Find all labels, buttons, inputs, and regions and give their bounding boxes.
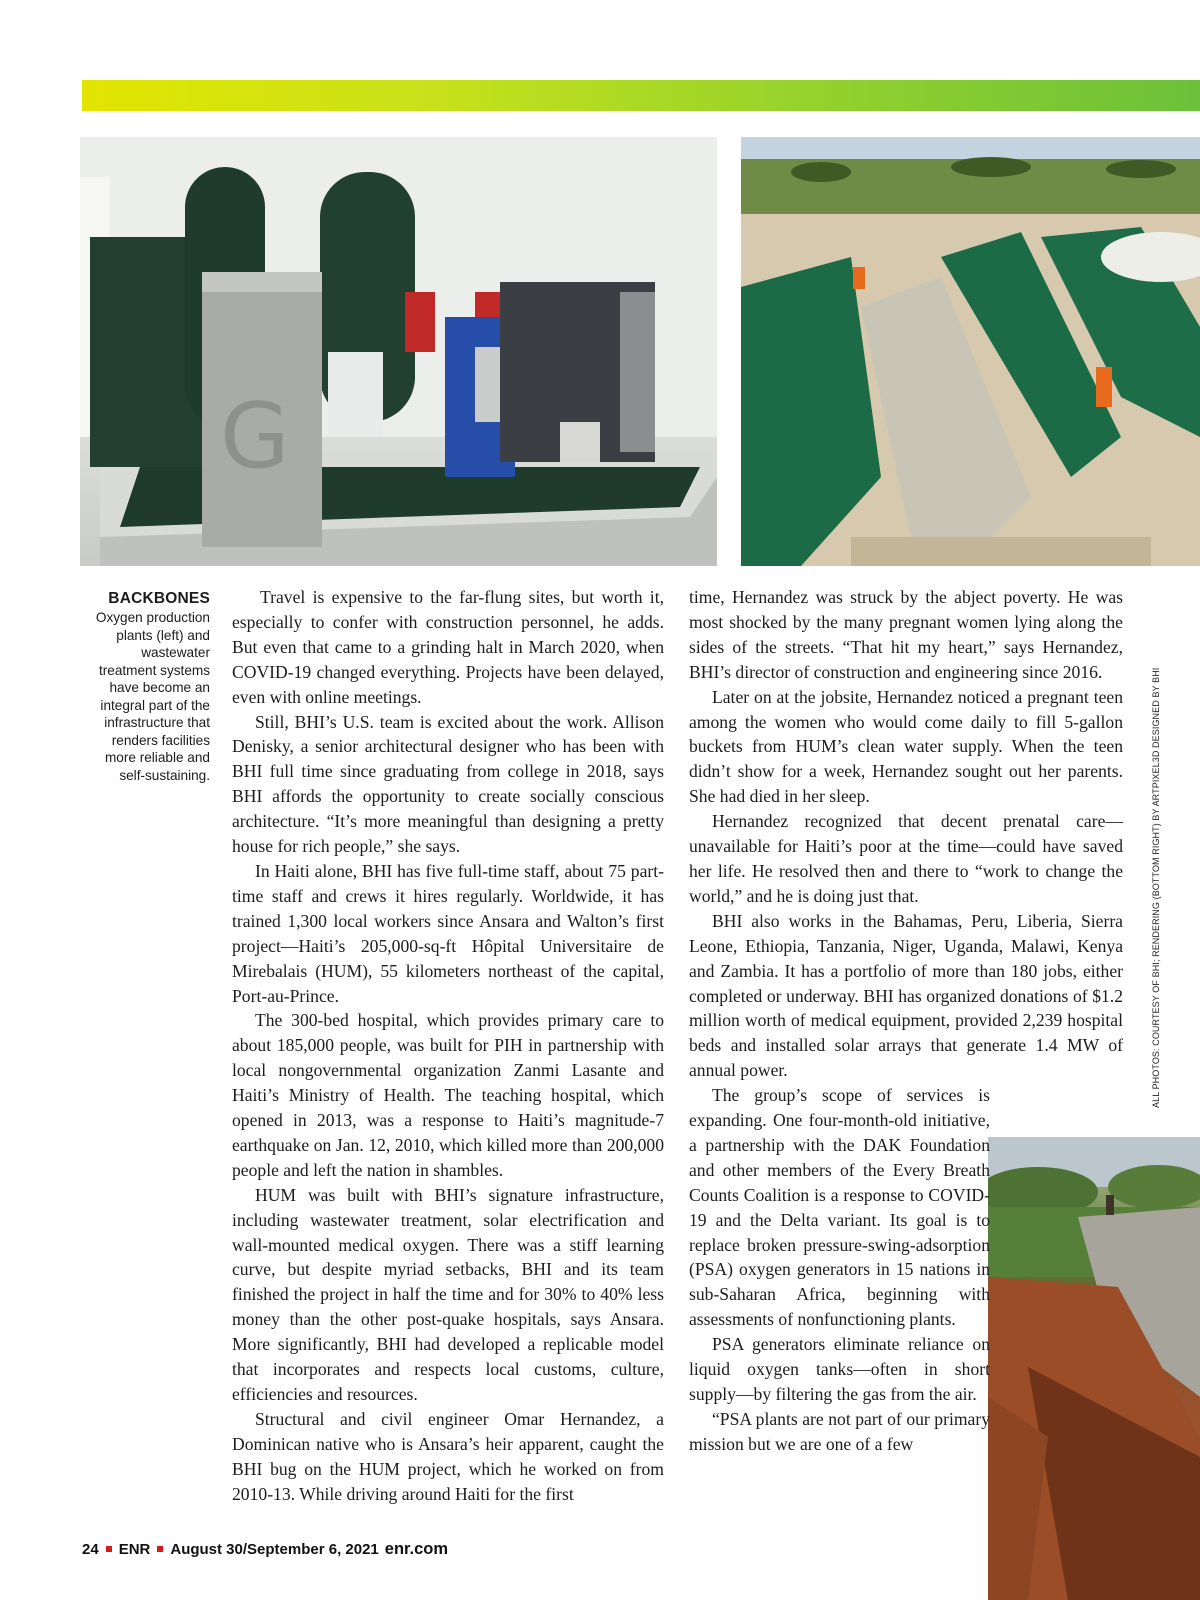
svg-text:G: G <box>220 384 290 489</box>
photo-oxygen-plant <box>80 137 717 566</box>
website-link[interactable]: enr.com <box>384 1540 449 1558</box>
separator-square-icon <box>106 1546 112 1552</box>
paragraph: Travel is expensive to the far-flung sites, but worth it, especially to confer with construction personnel, he adds. But even that came to a grinding halt in March 2020, when COVID-19 changed everything. Projects have been delayed, even with online meetings. <box>232 587 664 707</box>
paragraph: Structural and civil engineer Omar Hernandez, a Dominican native who is Ansara’s heir apparent, caught the BHI bug on the HUM project, which he worked on from 2010-13. While driving around Haiti for the first <box>232 1408 664 1504</box>
photo-wastewater-treatment <box>741 137 1200 566</box>
paragraph: HUM was built with BHI’s signature infrastructure, including wastewater treatment, solar electrification and wall-mounted medical oxygen. There was a stiff learning curve, but despite myriad setbacks, BHI and its team finished the project in half the time and for 30% to 40% less money than the other post-quake hospitals, says Ansara. More significantly, BHI had developed a replicable model that incorporates and respects local customs, culture, efficiencies and resources. <box>232 1184 664 1404</box>
photo-credit: ALL PHOTOS: COURTESY OF BHI; RENDERING (BOTTOM RIGHT) BY ARTPIXEL3D DESIGNED BY BHI <box>1151 667 1161 1108</box>
paragraph: Hernandez recognized that decent prenatal care—unavailable for Haiti’s poor at the time—could have saved her life. He resolved then and there to “work to change the world,” and he is doing just that. <box>689 811 1123 906</box>
paragraph: Still, BHI’s U.S. team is excited about the work. Allison Denisky, a senior architectural designer who has been with BHI full time since graduating from college in 2018, says BHI affords the opportunity to create socially conscious architecture. “It’s more meaningful than designing a pretty house for rich people,” she says. <box>232 711 664 857</box>
caption-heading: BACKBONES <box>108 590 210 607</box>
narrow-text-block <box>689 1083 990 1457</box>
paragraph: “PSA plants are not part of our primary mission but we are one of a few <box>689 1408 990 1454</box>
paragraph: PSA generators eliminate reliance on liquid oxygen tanks—often in short supply—by filtering the gas from the air. <box>689 1334 990 1404</box>
section-color-bar <box>82 80 1200 111</box>
publication-name: ENR <box>118 1541 151 1558</box>
caption-text: Oxygen production plants (left) and wastewater treatment systems have become an integral part of the infrastructure that renders facilities more reliable and self-sustaining. <box>95 610 210 783</box>
separator-square-icon <box>157 1546 163 1552</box>
paragraph: BHI also works in the Bahamas, Peru, Liberia, Sierra Leone, Ethiopia, Tanzania, Niger, Uganda, Malawi, Kenya and Zambia. It has a portfolio of more than 180 jobs, either completed or underway. BHI has organized donations of $1.2 million worth of medical equipment, provided 2,239 hospital beds and installed solar arrays that generate 1.4 MW of annual power. <box>689 910 1123 1081</box>
paragraph: Later on at the jobsite, Hernandez noticed a pregnant teen among the women who would come daily to fill 5-gallon buckets from HUM’s clean water supply. When the teen didn’t show for a week, Hernandez sought out her parents. She had died in her sleep. <box>689 686 1123 807</box>
paragraph: In Haiti alone, BHI has five full-time staff, about 75 part-time staff and crews it hires regularly. Worldwide, it has trained 1,300 local workers since Ansara and Walton’s first project—Haiti’s 205,000-sq-ft Hôpital Universitaire de Mirebalais (HUM), 55 kilometers northeast of the capital, Port-au-Prince. <box>232 860 664 1006</box>
paragraph: The 300-bed hospital, which provides primary care to about 185,000 people, was built for PIH in partnership with local nongovernmental organization Zanmi Lasante and Haiti’s Ministry of Health. The teaching hospital, which opened in 2013, was a response to Haiti’s magnitude-7 earthquake on Jan. 12, 2010, which killed more than 200,000 people and left the nation in shambles. <box>232 1010 664 1180</box>
page-footer <box>82 1540 448 1559</box>
article-column-2 <box>689 585 1123 1457</box>
issue-date: August 30/September 6, 2021 <box>170 1541 379 1558</box>
photo-caption <box>92 589 210 784</box>
page-number: 24 <box>82 1541 99 1558</box>
paragraph: The group’s scope of services is expanding. One four-month-old initiative, a partnership with the DAK Foundation and other members of the Every Breath Counts Coalition is a response to COVID-19 and the Delta variant. Its goal is to replace broken pressure-swing-adsorption (PSA) oxygen generators in 15 nations in sub-Saharan Africa, beginning with assessments of nonfunctioning plants. <box>689 1085 990 1330</box>
paragraph: time, Hernandez was struck by the abject poverty. He was most shocked by the many pregnant women lying along the sides of the streets. “That hit my heart,” says Hernandez, BHI’s director of construction and engineering since 2016. <box>689 587 1123 682</box>
article-column-1 <box>232 585 664 1507</box>
